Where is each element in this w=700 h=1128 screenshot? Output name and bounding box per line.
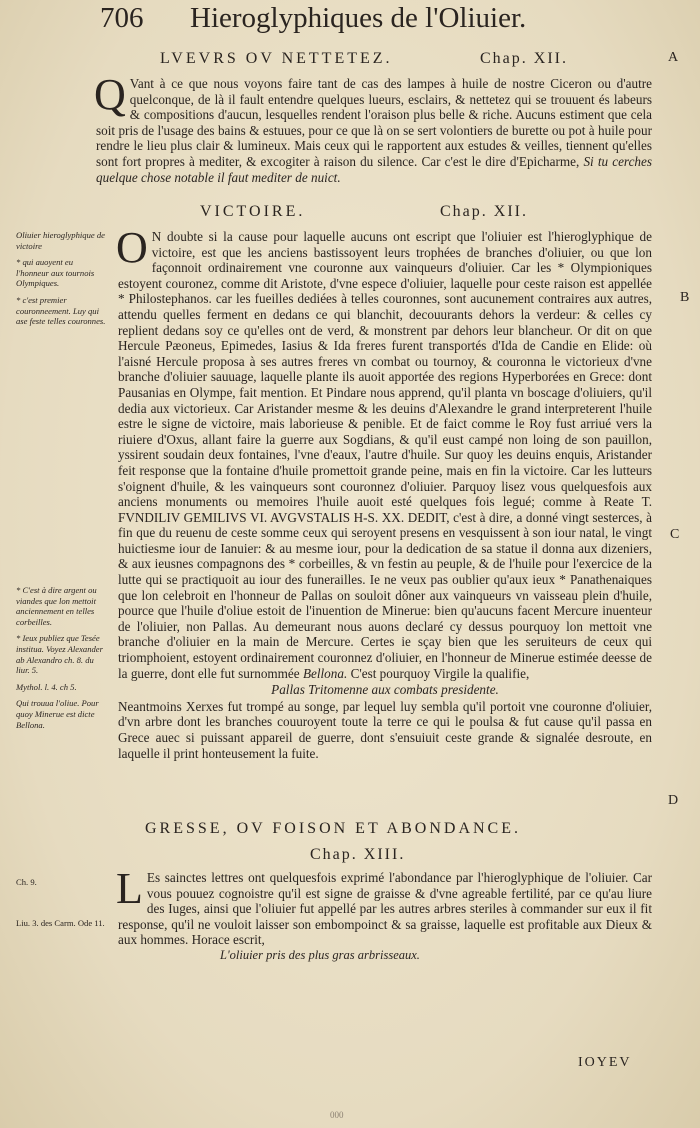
side-letter-a: A: [668, 50, 679, 65]
margin-note: * C'est à dire argent ou viandes que lon mettoit anciennement en telles corbeilles.: [16, 585, 97, 627]
margin-note: Liu. 3. des Carm. Ode 11.: [16, 917, 105, 928]
section-title: VICTOIRE.: [200, 203, 306, 220]
section-title: GRESSE, OV FOISON ET ABONDANCE.: [145, 820, 521, 837]
paragraph-text: Vant à ce que nous voyons faire tant de cas des lampes à huile de nostre Ciceron ou d'autre quelconque, de là il fault entendre quelques lueurs, esclairs, & nettetez qui se trouuent és labeurs & compositions d'aucun, lesquelles rendent l'oraison plus belle & riche. Aucuns estiment que cela soit pris de l'usage des bains & estuues, pour ce que là on se sert volontiers de burette ou pot à huile pour rendre le lieu plus clair & lumineux. Mais ceux qui le rapportent aux estudes & veilles, tiennent qu'elles sont fort propres à mediter, & excogiter à raison du silence. Car c'est le dire d'Epicharme,: [96, 76, 652, 169]
chapter-label: Chap. XII.: [440, 203, 528, 220]
margin-notes-victoire: [16, 230, 108, 333]
margin-note: Oliuier hieroglyphique de victoire: [16, 230, 105, 251]
running-title: Hieroglyphiques de l'Oliuier.: [190, 2, 527, 34]
side-letter-d: D: [668, 793, 679, 808]
page-number: 706: [100, 2, 144, 34]
dropcap: L: [116, 864, 143, 913]
margin-note: Mythol. l. 4. ch 5.: [16, 681, 77, 692]
verse-quote: Pallas Tritomenne aux combats presidente.: [271, 682, 499, 698]
chapter-label: Chap. XII.: [480, 50, 568, 67]
paragraph-text-2: Neantmoins Xerxes fut trompé au songe, par lequel luy sembla qu'il portoit vne couronne d'oliuier, d'vn arbre dont les branches couuroyent toute la terre ce qui le poulsa & fut cause qu'il passa en Grece auec si puissant appareil de guerre, dont s'ensuiuit ceste grande & signalée desroute, en laquelle il print honteusement la fuite.: [118, 698, 652, 761]
footer-mark: 000: [330, 1110, 344, 1120]
paragraph-gresse: [116, 864, 652, 948]
section-title: LVEVRS OV NETTETEZ.: [160, 50, 393, 67]
side-letter-b: B: [680, 290, 690, 305]
margin-note: * qui auoyent eu l'honneur aux tournois Olympiques.: [16, 257, 95, 289]
margin-notes-gresse: [16, 877, 108, 934]
dropcap: O: [116, 223, 148, 272]
paragraph-text-after: C'est pourquoy Virgile la qualifie,: [350, 665, 530, 681]
italic-quote: Si tu cerches quelque chose notable il faut mediter de nuict.: [96, 153, 653, 185]
paragraph-lueurs: [94, 70, 653, 185]
margin-notes-middle: [16, 585, 108, 736]
margin-note: * Ieux publiez que Tesée institua. Voyez Alexander ab Alexandro ch. 8. du liur. 5.: [16, 633, 103, 676]
verse-horace: L'oliuier pris des plus gras arbrisseaux.: [220, 948, 420, 962]
side-letter-c: C: [670, 527, 680, 542]
chapter-label: Chap. XIII.: [310, 846, 406, 863]
italic-word: Bellona.: [302, 665, 348, 681]
margin-note: Ch. 9.: [16, 877, 37, 887]
paragraph-text: Es sainctes lettres ont quelquesfois exprimé l'abondance par l'hieroglyphique de l'oliuier. Car vous pouuez cognoistre qu'il est signe de graisse & d'vne agreable fertilité, par ce qu'au liure des Iuges, ainsi que l'oliuier fut appellé par les autres arbres steriles à commander sur eux il fit response, qu'il ne vouloit laisser son embompoinct & sa graisse, laquelle est profitable aux Dieux & aux hommes. Horace escrit,: [118, 870, 652, 948]
margin-note: * c'est premier couronneement. Luy qui ase feste telles couronnes.: [16, 294, 106, 327]
margin-note: Qui trouua l'oliue. Pour quoy Minerue est dicte Bellona.: [16, 698, 99, 730]
catchword: IOYEV: [578, 1055, 632, 1070]
paragraph-text: N doubte si la cause pour laquelle aucuns ont escript que l'oliuier est l'hieroglyphique de victoire, est que les anciens bastissoyent leurs trophées de branches d'oliuier, ou que lon façonnoit ordinairement vne couronne aux vainqueurs d'oliuier. Car les * Olympioniques estoyent couronez, comme dit Aristote, d'vne espece d'oliuier, laquelle pour ceste raison est appellée * Philostephanos. car les fueilles dediées à telles couronnes, sont aucunement contraires aux autres, attendu quelles ferment en dedans ce qui blanchit, decouurants dehors la verdeur: & celles cy replient dedans soy ce qu'elles ont de verd, & monstrent par dehors leur blancheur. Or dit on que Hercule Pæoneus, Epimedes, Iasius & Ida freres furent transportés d'Ida de Candie en Elide: où l'aisné Hercule proposa à ses autres freres vn combat ou tournoy, & couronna le victorieux d'vne branche d'oliuier sauuage, laquelle plante ils auoit apportée des regions Hyperborées en Grece: dont Pausanias en Olympe, fait mention. Et Pindare nous apprend, qu'il planta vn boscage d'oliuiers, qu'il dedia aux victorieux. Car Aristander mesme & les deuins d'Alexandre le grand interpreterent l'huile estre le signe de victoire, mais laborieuse & penible. Et de faict comme le Roy fust arriué vers la riuiere d'Oxus, allant faire la guerre aux Sogdians, & qu'il eust campé non loing de son pauillon, yssirent soudain deux fontaines, l'vne d'eaux, l'autre d'huile. Sur quoy les deuins enquis, Aristander feit response que la fontaine d'huile promettoit grande peine, mais en fin la victoire. Car les lutteurs s'oignent d'huile, & les vainqueurs sont couronnez d'oliuier. Parquoy lisez vous quelquesfois aux anciens monuments ou memoires l'huile auoit esté quelques fois legué; comme à Reate T. FVNDILIV GEMILIVS VI. AVGVSTALIS H-S. XX. DEDIT, c'est à dire, a donné vingt sesterces, à fin que du reuenu de ceste somme ceux qui seroyent presens en vesquissent à son iour natal, le vingt huictiesme iour de Ianuier: & au mesme iour, pour la dedication de sa statue il donna aux dizeniers, & aux ieusnes compagnons des * corbeilles, & vn festin au peuple, & de l'huile pour l'exercice de la lutte qui se practiquoit au iour des funerailles. Ie ne veux pas oublier qu'aux ieux * Panathenaiques que lon celebroit en l'honneur de Pallas on souloit dôner aux vainqueurs vn vaisseau plein d'huile, pource que l'huile d'oliue estoit de l'inuention de Minerue: bien qu'aucuns facent Mercure inuenteur de l'oliuier, non Pallas. Au demeurant nous auons declaré cy dessus pourquoy lon mettoit vne branche d'oliuier en la main de Mercure. Certes ie sçay bien que les seruiteurs de ceux qui triomphoient, estoyent ordinairement couronnez d'oliuier, en l'honneur de Minerue estimée deesse de la guerre, dont elle fut surnommée: [118, 229, 652, 681]
dropcap: Q: [94, 70, 126, 119]
paragraph-victoire: [116, 223, 652, 761]
